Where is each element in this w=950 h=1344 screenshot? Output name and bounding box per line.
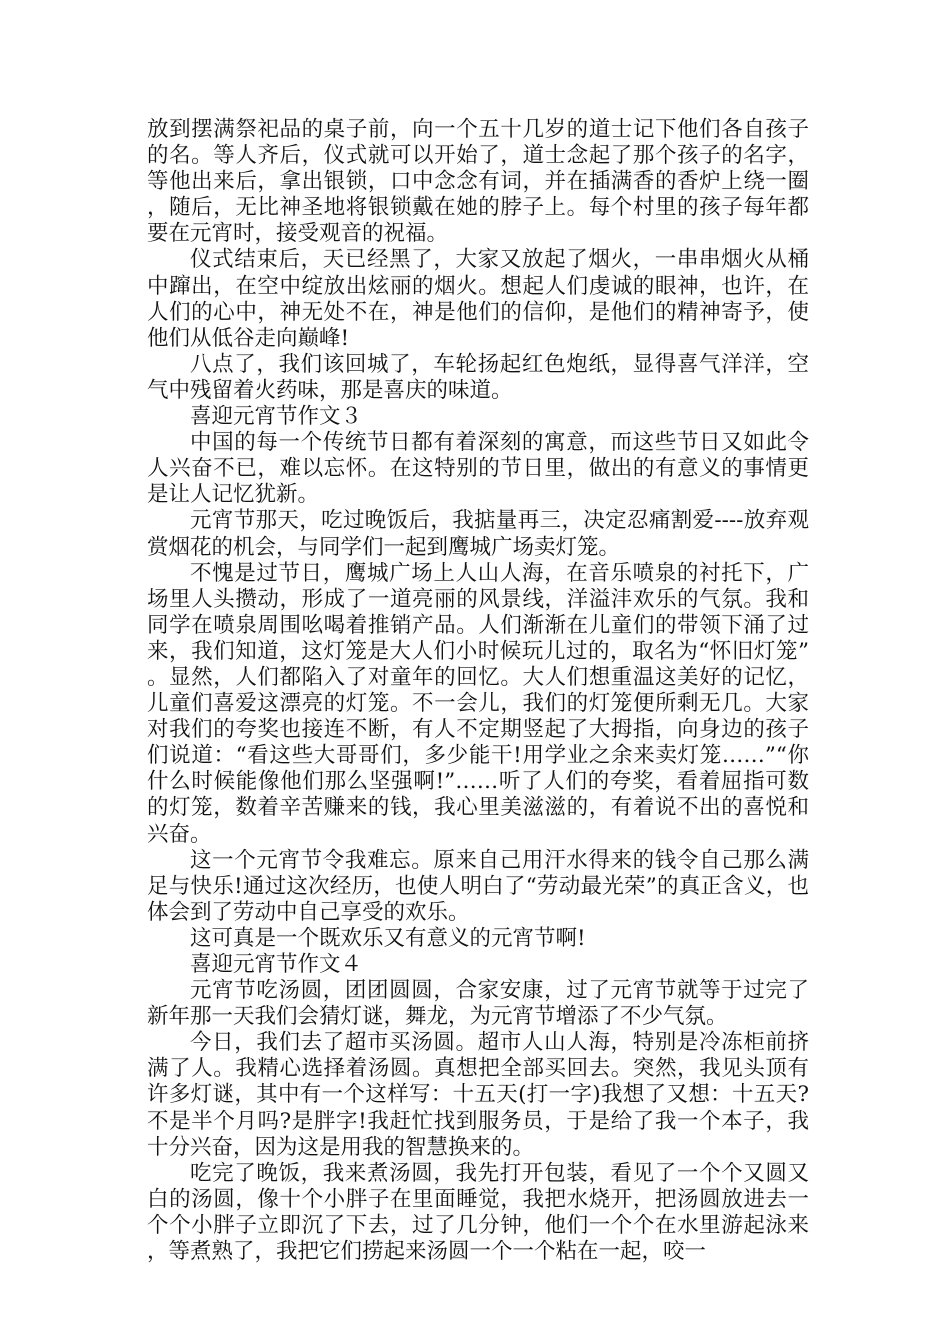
paragraph-9: 这可真是一个既欢乐又有意义的元宵节啊! (190, 925, 586, 951)
section-heading-3: 喜迎元宵节作文３ (190, 404, 363, 430)
paragraph-3: 八点了，我们该回城了，车轮扬起红色炮纸，显得喜气洋洋，空气中残留着火药味，那是喜庆的味道。 (147, 351, 809, 403)
paragraph-8: 这一个元宵节令我难忘。原来自己用汗水得来的钱令自己那么满足与快乐!通过这次经历，也使人明白了“劳动最光荣”的真正含义，也体会到了劳动中自己享受的欢乐。 (147, 847, 809, 925)
paragraph-5: 中国的每一个传统节日都有着深刻的寓意，而这些节日又如此令人兴奋不已，难以忘怀。在这特别的节日里，做出的有意义的事情更是让人记忆犹新。 (147, 430, 809, 508)
paragraph-2: 仪式结束后，天已经黑了，大家又放起了烟火，一串串烟火从桶中蹿出，在空中绽放出炫丽的烟火。想起人们虔诚的眼神，也许，在人们的心中，神无处不在，神是他们的信仰，是他们的精神寄予，使他们从低谷走向巅峰! (147, 247, 809, 351)
paragraph-1: 放到摆满祭祀品的桌子前，向一个五十几岁的道士记下他们各自孩子的名。等人齐后，仪式就可以开始了，道士念起了那个孩子的名字，等他出来后，拿出银锁，口中念念有词，并在插满香的香炉上绕一圈，随后，无比神圣地将银锁戴在她的脖子上。每个村里的孩子每年都要在元宵时，接受观音的祝福。 (147, 117, 809, 247)
paragraph-6: 元宵节那天，吃过晚饭后，我掂量再三，决定忍痛割爱----放弃观赏烟花的机会，与同学们一起到鹰城广场卖灯笼。 (147, 508, 809, 560)
paragraph-11: 元宵节吃汤圆，团团圆圆，合家安康，过了元宵节就等于过完了新年那一天我们会猜灯谜，舞龙，为元宵节增添了不少气氛。 (147, 978, 809, 1030)
section-heading-4: 喜迎元宵节作文４ (190, 952, 363, 977)
paragraph-7: 不愧是过节日，鹰城广场上人山人海，在音乐喷泉的衬托下，广场里人头攒动，形成了一道亮丽的风景线，洋溢沣欢乐的气氛。我和同学在喷泉周围吆喝着推销产品。人们渐渐在儿童们的带领下涌了过来，我们知道，这灯笼是大人们小时候玩儿过的，取名为“怀旧灯笼”。显然，人们都陷入了对童年的回忆。大人们想重温这美好的记忆，儿童们喜爱这漂亮的灯笼。不一会儿，我们的灯笼便所剩无几。大家对我们的夸奖也接连不断，有人不定期竖起了大拇指，向身边的孩子们说道：“看这些大哥哥们，多少能干!用学业之余来卖灯笼……”“你什么时候能像他们那么坚强啊!”……听了人们的夸奖，看着屈指可数的灯笼，数着辛苦赚来的钱，我心里美滋滋的，有着说不出的喜悦和兴奋。 (147, 560, 809, 847)
paragraph-13: 吃完了晚饭，我来煮汤圆，我先打开包装，看见了一个个又圆又白的汤圆，像十个小胖子在里面睡觉，我把水烧开，把汤圆放进去一个个小胖子立即沉了下去，过了几分钟，他们一个个在水里游起泳来，等煮熟了，我把它们捞起来汤圆一个一个粘在一起，咬一 (147, 1160, 809, 1265)
document-page (147, 117, 809, 1265)
paragraph-12: 今日，我们去了超市买汤圆。超市人山人海，特别是冷冻柜前挤满了人。我精心选择着汤圆。真想把全部买回去。突然，我见头顶有许多灯谜，其中有一个这样写：十五天(打一字)我想了又想：十五天?不是半个月吗?是胖字!我赶忙找到服务员，于是给了我一个本子，我十分兴奋，因为这是用我的智慧换来的。 (147, 1030, 809, 1160)
